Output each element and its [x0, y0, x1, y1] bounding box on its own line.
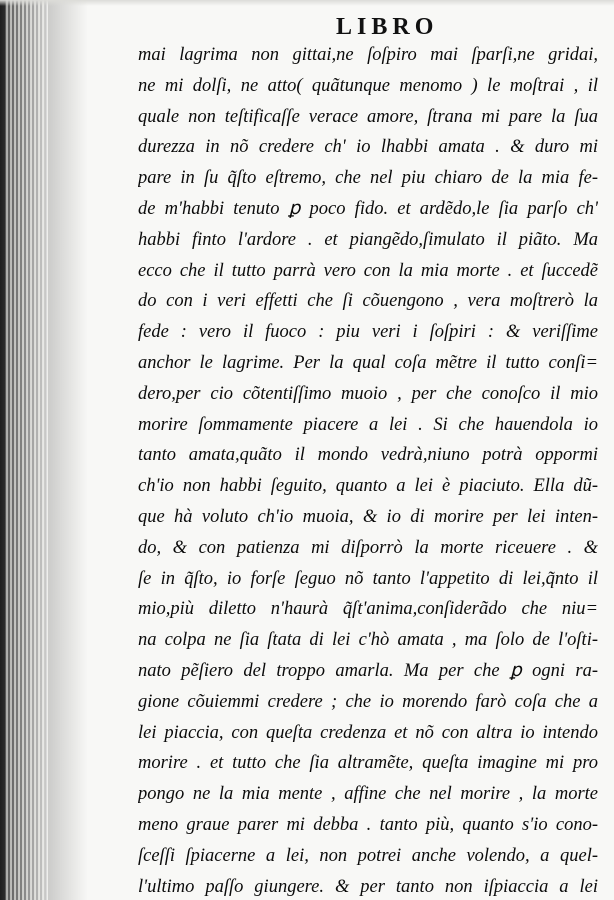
text-line-1: mai lagrima non gittai,ne ſoſpiro mai ſparſi,ne gridai, [138, 45, 598, 65]
text-line-26: meno graue parer mi debba . tanto più, quanto s'io cono- [138, 814, 598, 835]
text-line-10: fede : vero il fuoco : piu veri i ſoſpiri : & veriſſime [138, 322, 598, 343]
text-line-15: ch'io non habbi ſeguito, quanto a lei è piaciuto. Ella dũ- [138, 476, 598, 497]
text-line-6: de m'habbi tenuto ꝑ poco fido. et ardẽdo,le ſia parſo ch' [138, 198, 598, 219]
text-line-16: que hà voluto ch'io muoia, & io di morire per lei inten- [138, 506, 598, 527]
text-line-14: tanto amata,quãto il mondo vedrà,niuno potrà oppormi [138, 445, 598, 466]
text-line-21: nato pẽſiero del troppo amarla. Ma per che ꝑ ogni ra- [138, 660, 598, 681]
text-line-27: ſceſſi ſpiacerne a lei, non potrei anche volendo, a quel- [138, 845, 598, 866]
text-line-22: gione cõuiemmi credere ; che io morendo farò coſa che a [138, 691, 598, 712]
text-line-13: morire ſommamente piacere a lei . Si che hauendola io [138, 414, 598, 435]
gutter-shadow [48, 0, 88, 900]
text-line-24: morire . et tutto che ſia altramẽte, queſta imagine mi pro [138, 753, 598, 774]
text-line-9: do con i veri effetti che ſi cõuengono , vera moſtrerò la [138, 291, 598, 312]
top-edge [0, 0, 614, 6]
running-head: LIBRO [336, 14, 439, 40]
text-line-4: durezza in nõ credere ch' io lhabbi amata . & duro mi [138, 137, 598, 158]
text-line-17: do, & con patienza mi diſporrò la morte riceuere . & [138, 537, 598, 558]
text-line-23: lei piaccia, con queſta credenza et nõ con altra io intendo [138, 722, 598, 743]
text-block [138, 40, 598, 900]
text-line-2: ne mi dolſi, ne atto( quãtunque menomo ) le moſtrai , il [138, 75, 598, 96]
text-line-19: mio,più diletto n'haurà q̃ſt'anima,conſiderãdo che niu= [138, 599, 598, 620]
text-line-12: dero,per cio cõtentiſſimo muoio , per che conoſco il mio [138, 383, 598, 404]
text-line-5: pare in ſu q̃ſto eſtremo, che nel piu chiaro de la mia fe- [138, 168, 598, 189]
text-line-28: l'ultimo paſſo giungere. & per tanto non iſpiaccia a lei [138, 876, 598, 897]
text-line-7: habbi finto l'ardore . et piangẽdo,ſimulato il piãto. Ma [138, 229, 598, 250]
text-line-25: pongo ne la mia mente , affine che nel morire , la morte [138, 784, 598, 805]
text-line-3: quale non teſtificaſſe verace amore, ſtrana mi pare la ſua [138, 106, 598, 127]
text-line-8: ecco che il tutto parrà vero con la mia morte . et ſuccedẽ [138, 260, 598, 281]
text-line-11: anchor le lagrime. Per la qual coſa mẽtre il tutto conſi= [138, 352, 598, 373]
text-line-20: na colpa ne ſia ſtata di lei c'hò amata , ma ſolo de l'oſti- [138, 630, 598, 651]
text-line-18: ſe in q̃ſto, io forſe ſeguo nõ tanto l'appetito di lei,q̃nto il [138, 568, 598, 589]
